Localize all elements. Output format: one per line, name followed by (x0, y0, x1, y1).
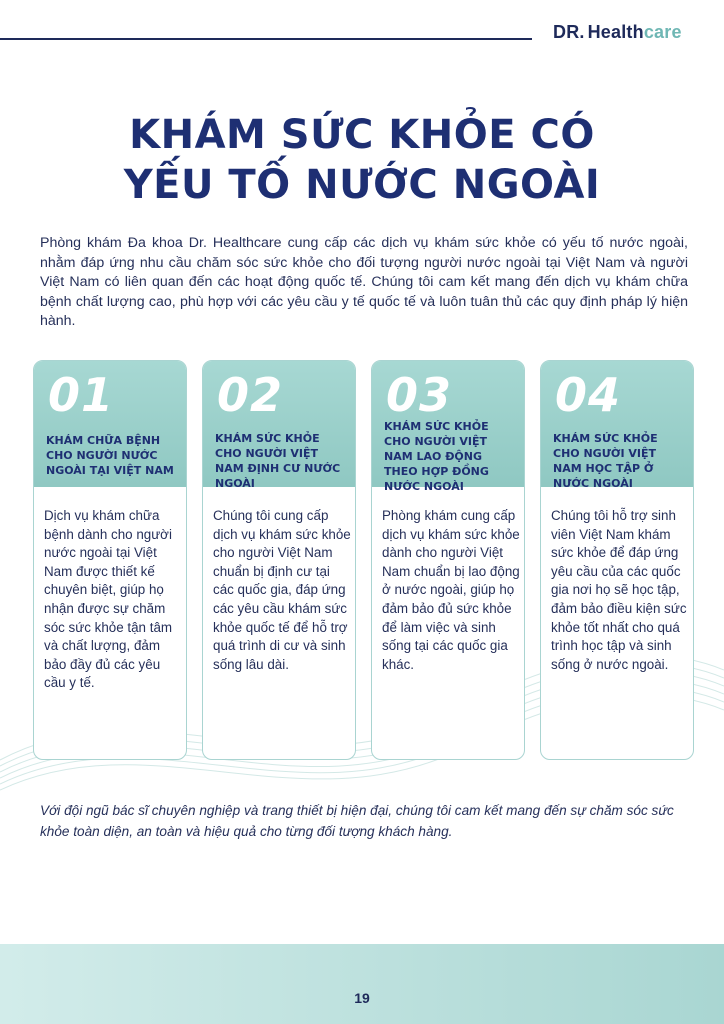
service-card-4 (540, 360, 694, 760)
logo-mark: DR. (553, 22, 585, 42)
card-description: Phòng khám cung cấp dịch vụ khám sức khỏe dành cho người Việt Nam chuẩn bị lao động ở nước ngoài, giúp họ đảm bảo đủ sức khỏe để làm việc và sinh sống tại các quốc gia khác. (382, 508, 520, 672)
card-number: 01 (48, 368, 115, 422)
service-cards (0, 360, 724, 760)
card-number: 03 (386, 368, 453, 422)
service-card-1 (33, 360, 187, 760)
closing-statement: Với đội ngũ bác sĩ chuyên nghiệp và trang thiết bị hiện đại, chúng tôi cam kết mang đến sự chăm sóc sức khỏe toàn diện, an toàn và hiệu quả cho từng đối tượng khách hàng. (40, 803, 674, 839)
intro-paragraph: Phòng khám Đa khoa Dr. Healthcare cung cấp các dịch vụ khám sức khỏe có yếu tố nước ngoài, nhằm đáp ứng nhu cầu chăm sóc sức khỏe cho đối tượng người nước ngoài tại Việt Nam và người Việt Nam có liên quan đến các hoạt động quốc tế. Chúng tôi cam kết mang đến dịch vụ khám chữa bệnh chất lượng cao, phù hợp với các yêu cầu y tế quốc tế và luôn tuân thủ các quy định pháp lý hiện hành. (40, 235, 688, 329)
card-description: Dịch vụ khám chữa bệnh dành cho người nước ngoài tại Việt Nam được thiết kế chuyên biệt, giúp họ nhận được sự chăm sóc sức khỏe tận tâm và chất lượng, đảm bảo đầy đủ các yêu cầu y tế. (44, 508, 173, 691)
card-number: 04 (555, 368, 622, 422)
footer-band (0, 944, 724, 1024)
card-header (541, 361, 693, 490)
card-description: Chúng tôi cung cấp dịch vụ khám sức khỏe cho người Việt Nam chuẩn bị định cư tại các quốc gia, đáp ứng các yêu cầu khám sức khỏe quốc tế để hỗ trợ quá trình di cư và sinh sống lâu dài. (213, 508, 351, 672)
card-title: KHÁM SỨC KHỎE CHO NGƯỜI VIỆT NAM HỌC TẬP Ở NƯỚC NGOÀI (553, 432, 658, 490)
page-title-line-1: KHÁM SỨC KHỎE CÓ (129, 112, 595, 158)
brand-logo (553, 22, 682, 43)
page-title (0, 110, 724, 210)
logo-word-health: Health (587, 22, 644, 42)
card-title: KHÁM SỨC KHỎE CHO NGƯỜI VIỆT NAM ĐỊNH CƯ NƯỚC NGOÀI (215, 432, 341, 490)
card-number: 02 (217, 368, 284, 422)
card-description: Chúng tôi hỗ trợ sinh viên Việt Nam khám sức khỏe để đáp ứng yêu cầu của các quốc gia nơi họ sẽ học tập, đảm bảo điều kiện sức khỏe tốt nhất cho quá trình học tập và sinh sống ở nước ngoài. (551, 508, 687, 672)
card-title: KHÁM SỨC KHỎE CHO NGƯỜI VIỆT NAM LAO ĐỘNG THEO HỢP ĐỒNG NƯỚC NGOÀI (384, 420, 489, 493)
page-title-line-2: YẾU TỐ NƯỚC NGOÀI (123, 162, 601, 208)
card-title: KHÁM CHỮA BỆNH CHO NGƯỜI NƯỚC NGOÀI TẠI VIỆT NAM (46, 434, 174, 477)
service-card-3 (371, 360, 525, 760)
card-header (203, 361, 355, 490)
header-rule (0, 38, 532, 40)
logo-word-care: care (643, 22, 682, 42)
card-header (372, 361, 524, 493)
service-card-2 (202, 360, 356, 760)
page-number: 19 (354, 990, 370, 1006)
card-header (34, 361, 186, 487)
